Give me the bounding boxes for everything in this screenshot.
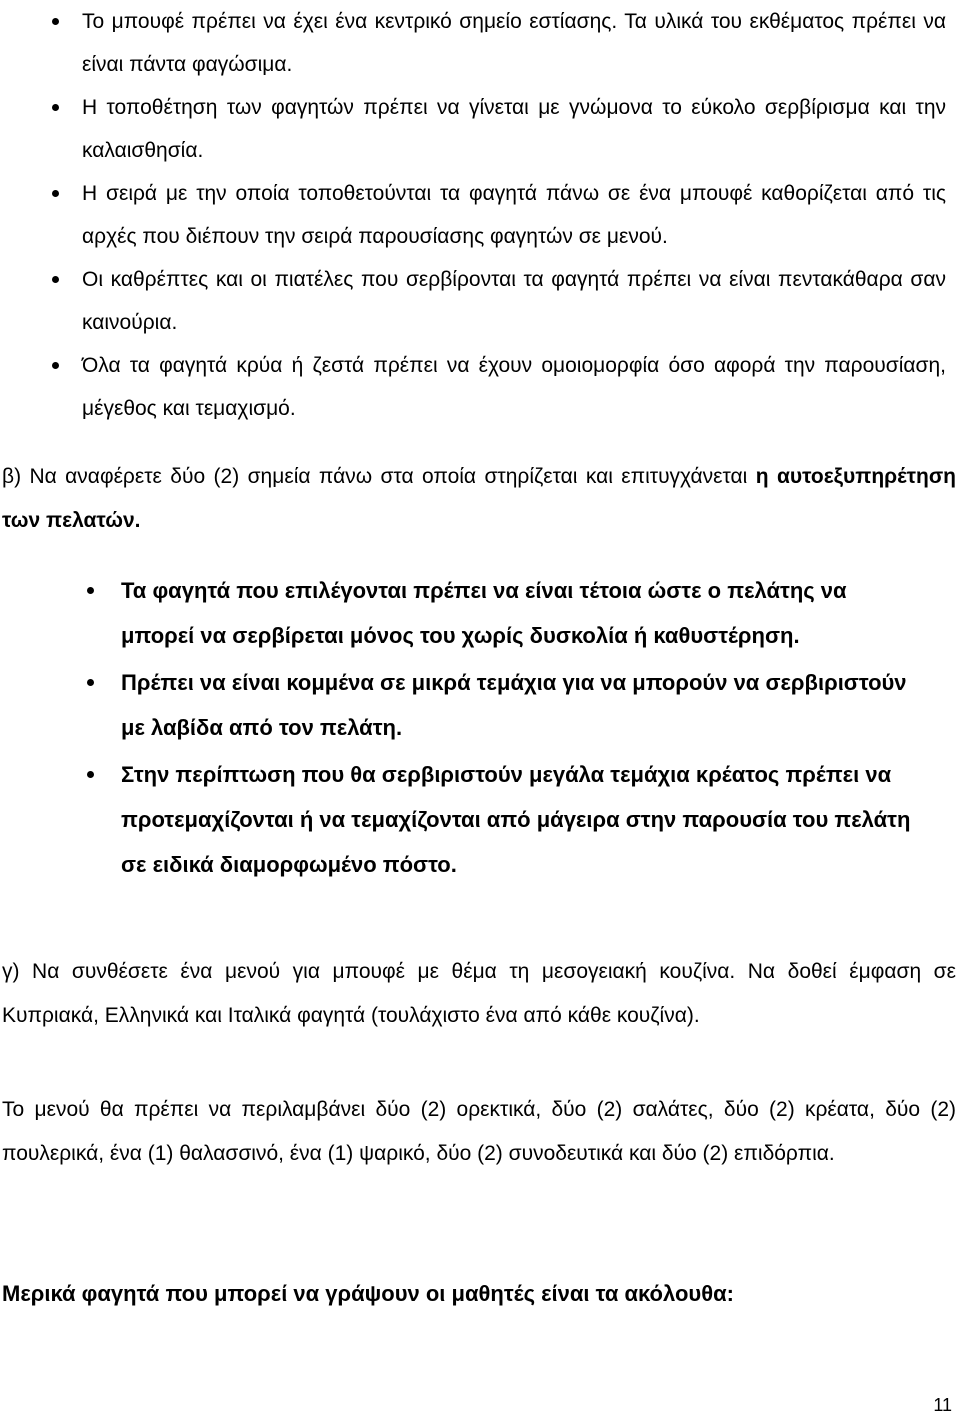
list-item — [0, 568, 960, 658]
list-item-text: Τα φαγητά που επιλέγονται πρέπει να είναι τέτοια ώστε ο πελάτης να μπορεί να σερβίρεται μόνος του χωρίς δυσκολία ή καθυστέρηση. — [121, 578, 847, 648]
bullet-icon — [52, 18, 59, 25]
bullet-icon — [52, 362, 59, 369]
bullet-icon — [87, 771, 94, 778]
list-item — [0, 344, 960, 430]
list-item — [0, 0, 960, 86]
list-item-text: Πρέπει να είναι κομμένα σε μικρά τεμάχια για να μπορούν να σερβιριστούν με λαβίδα από τον πελάτη. — [121, 670, 907, 740]
menu-requirements: Το μενού θα πρέπει να περιλαμβάνει δύο (2) ορεκτικά, δύο (2) σαλάτες, δύο (2) κρέατα, δύο (2) πουλερικά, ένα (1) θαλασσινό, ένα (1) ψαρικό, δύο (2) συνοδευτικά και δύο (2) επιδόρπια. — [2, 1098, 956, 1165]
bullet-icon — [52, 276, 59, 283]
list-item — [0, 258, 960, 344]
list-item-text: Οι καθρέπτες και οι πιατέλες που σερβίρονται τα φαγητά πρέπει να είναι πεντακάθαρα σαν καινούρια. — [82, 268, 946, 334]
list-item-text: Η σειρά με την οποία τοποθετούνται τα φαγητά πάνω σε ένα μπουφέ καθορίζεται από τις αρχές που διέπουν την σειρά παρουσίασης φαγητών σε μενού. — [82, 182, 946, 248]
question-b-bold: η αυτοεξυπηρέτηση των πελατών. — [2, 465, 957, 532]
list-item — [0, 660, 960, 750]
bullet-icon — [87, 679, 94, 686]
list-item — [0, 172, 960, 258]
list-item-text: Η τοποθέτηση των φαγητών πρέπει να γίνεται με γνώμονα το εύκολο σερβίρισμα και την καλαισθησία. — [82, 96, 946, 162]
list-item — [0, 752, 960, 887]
question-c: γ) Να συνθέσετε ένα μενού για μπουφέ με θέμα τη μεσογειακή κουζίνα. Να δοθεί έμφαση σε Κυπριακά, Ελληνικά και Ιταλικά φαγητά (τουλάχιστο ένα από κάθε κουζίνα). — [2, 960, 956, 1027]
question-b-text: β) Να αναφέρετε δύο (2) σημεία πάνω στα οποία στηρίζεται και επιτυγχάνεται — [2, 465, 756, 488]
list-item-text: Το μπουφέ πρέπει να έχει ένα κεντρικό σημείο εστίασης. Τα υλικά του εκθέματος πρέπει να είναι πάντα φαγώσιμα. — [82, 10, 946, 76]
bullet-icon — [52, 190, 59, 197]
list-item-text: Όλα τα φαγητά κρύα ή ζεστά πρέπει να έχουν ομοιομορφία όσο αφορά την παρουσίαση, μέγεθος και τεμαχισμό. — [82, 354, 946, 420]
page-number: 11 — [933, 1395, 952, 1415]
closing-heading: Μερικά φαγητά που μπορεί να γράψουν οι μαθητές είναι τα ακόλουθα: — [2, 1281, 734, 1306]
list-item-text: Στην περίπτωση που θα σερβιριστούν μεγάλα τεμάχια κρέατος πρέπει να προτεμαχίζονται ή να τεμαχίζονται από μάγειρα στην παρουσία του πελάτη σε ειδικά διαμορφωμένο πόστο. — [121, 762, 911, 877]
bullet-list-buffet-rules — [0, 0, 960, 430]
bullet-icon — [52, 104, 59, 111]
bullet-list-self-service — [0, 568, 960, 887]
question-b — [2, 455, 956, 543]
bullet-icon — [87, 587, 94, 594]
list-item — [0, 86, 960, 172]
